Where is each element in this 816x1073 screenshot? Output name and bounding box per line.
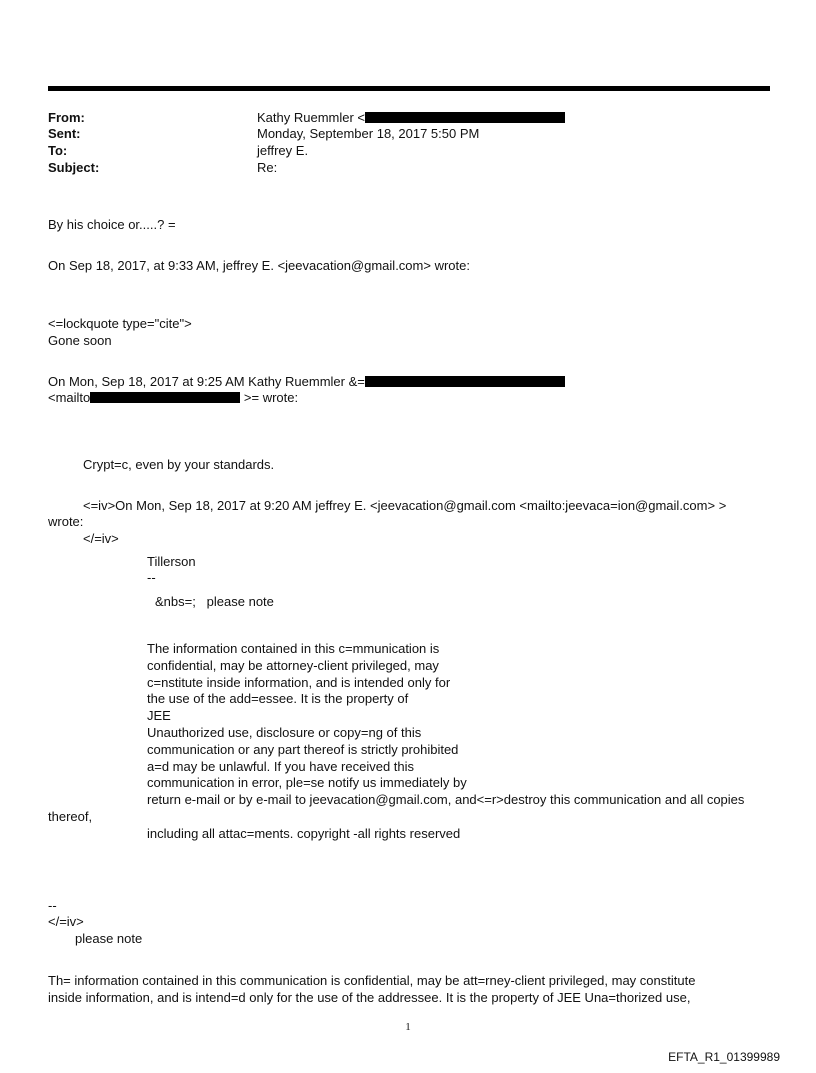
body-line: Tillerson [147, 554, 196, 569]
redaction [365, 376, 565, 387]
body-line: wrote: [48, 514, 84, 529]
body-text: >= wrote: [240, 390, 299, 405]
body-line: please note [75, 931, 143, 946]
disclaimer-line: a=d may be unlawful. If you have received this [147, 758, 415, 774]
disclaimer-line: the use of the add=essee. It is the property of [147, 691, 409, 707]
body-line: By his choice or.....? = [48, 217, 176, 232]
sent-value: Monday, September 18, 2017 5:50 PM [257, 126, 480, 141]
body-line: inside information, and is intend=d only for the use of the addressee. It is the property of JEE Una=thorized use, [48, 990, 691, 1005]
body-text: On Mon, Sep 18, 2017 at 9:25 AM Kathy Ruemmler &= [48, 374, 365, 389]
disclaimer-line: c=nstitute inside information, and is intended only for [147, 674, 451, 690]
body-line [48, 389, 298, 406]
disclaimer-line: communication in error, ple=se notify us immediately by [147, 775, 467, 791]
from-name: Kathy Ruemmler < [257, 110, 366, 125]
from-value [257, 109, 565, 126]
to-value: jeffrey E. [257, 143, 309, 158]
redaction [365, 112, 565, 123]
body-line: thereof, [48, 809, 93, 824]
disclaimer-line: return e-mail or by e-mail to jeevacation@gmail.com, and<=r>destroy this communication and all copies [147, 792, 745, 808]
disclaimer-line: communication or any part thereof is strictly prohibited [147, 741, 459, 757]
sent-label: Sent: [48, 126, 81, 141]
body-line: &nbs=; please note [155, 594, 274, 609]
body-line: Gone soon [48, 333, 112, 348]
redaction [90, 392, 240, 403]
subject-label: Subject: [48, 160, 100, 175]
page-number: 1 [405, 1021, 411, 1033]
body-line: including all attac=ments. copyright -all rights reserved [147, 826, 461, 841]
subject-value: Re: [257, 160, 278, 175]
body-line: Th= information contained in this communication is confidential, may be att=rney-client privileged, may constitute [48, 973, 696, 988]
disclaimer-line: confidential, may be attorney-client privileged, may [147, 657, 439, 673]
body-line: <=lockquote type="cite"> [48, 316, 192, 331]
from-label: From: [48, 110, 85, 125]
to-label: To: [48, 143, 68, 158]
body-line: -- [48, 898, 57, 913]
body-line [48, 373, 565, 390]
disclaimer-line: Unauthorized use, disclosure or copy=ng of this [147, 725, 422, 740]
body-line: Crypt=c, even by your standards. [83, 457, 275, 472]
body-line: </=iv> [83, 531, 119, 546]
header-rule [48, 86, 770, 91]
disclaimer-line: The information contained in this c=mmunication is [147, 641, 440, 656]
body-line: -- [147, 570, 156, 585]
body-text: <mailto [48, 390, 91, 405]
body-line: </=iv> [48, 914, 84, 929]
body-line: On Sep 18, 2017, at 9:33 AM, jeffrey E. <jeevacation@gmail.com> wrote: [48, 258, 470, 273]
disclaimer-line: JEE [147, 708, 171, 724]
body-line: <=iv>On Mon, Sep 18, 2017 at 9:20 AM jeffrey E. <jeevacation@gmail.com <mailto:jeevaca=ion@gmail.com> > [83, 498, 727, 513]
document-id: EFTA_R1_01399989 [668, 1050, 780, 1064]
